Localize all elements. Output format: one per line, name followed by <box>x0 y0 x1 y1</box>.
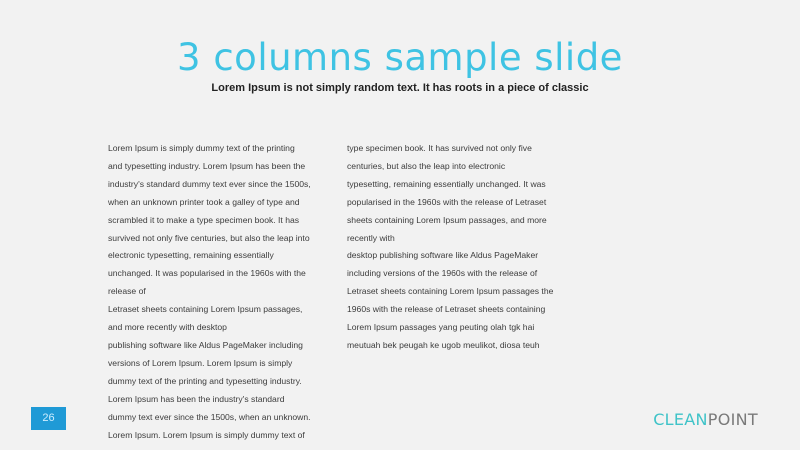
column-line: Lorem Ipsum passages yang peuting olah tgk hai <box>347 322 535 333</box>
column-line: meutuah bek peugah ke ugob meulikot, diosa teuh <box>347 339 540 350</box>
column-line: scrambled it to make a type specimen book. It has <box>108 214 300 225</box>
column-line: sheets containing Lorem Ipsum passages, and more <box>347 214 547 225</box>
brand-logo-part2: POINT <box>707 410 758 429</box>
slide-title: 3 columns sample slide <box>177 36 623 79</box>
column-line: Letraset sheets containing Lorem Ipsum passages, <box>108 304 303 315</box>
page-number-badge: 26 <box>31 407 66 430</box>
column-line: popularised in the 1960s with the release of Letraset <box>347 196 547 207</box>
column-line: 1960s with the release of Letraset sheets containing <box>347 304 546 315</box>
column-line: dummy text ever since the 1500s, when an unknown. <box>108 411 311 422</box>
column-line: Letraset sheets containing Lorem Ipsum passages the <box>347 286 554 297</box>
column-line: type specimen book. It has survived not only five <box>347 143 532 153</box>
column-line: Lorem Ipsum is simply dummy text of the printing <box>108 143 295 153</box>
column-line: versions of Lorem Ipsum. Lorem Ipsum is simply <box>108 357 293 368</box>
column-line: unchanged. It was popularised in the 1960s with the <box>108 268 306 279</box>
column-line: dummy text of the printing and typesetting industry. <box>108 375 302 386</box>
column-line: Lorem Ipsum has been the industry's standard <box>108 393 285 404</box>
column-line: industry's standard dummy text ever since the 1500s, <box>108 178 311 189</box>
slide-subtitle: Lorem Ipsum is not simply random text. It has roots in a piece of classic <box>211 82 589 94</box>
text-column-2 <box>347 140 572 355</box>
column-line: recently with <box>347 232 395 243</box>
brand-logo-part1: CLEAN <box>653 410 708 429</box>
column-line: centuries, but also the leap into electronic <box>347 160 506 171</box>
column-line: survived not only five centuries, but also the leap into <box>108 232 310 243</box>
column-line: Lorem Ipsum. Lorem Ipsum is simply dummy text of <box>108 429 305 440</box>
column-line: when an unknown printer took a galley of type and <box>108 196 300 207</box>
column-line: electronic typesetting, remaining essentially <box>108 250 274 261</box>
column-line: release of <box>108 286 146 297</box>
column-line: publishing software like Aldus PageMaker including <box>108 339 303 350</box>
column-line: typesetting, remaining essentially unchanged. It was <box>347 178 546 189</box>
column-line: desktop publishing software like Aldus PageMaker <box>347 250 539 261</box>
column-line: and more recently with desktop <box>108 322 227 333</box>
text-column-1 <box>108 140 333 444</box>
column-line: and typesetting industry. Lorem Ipsum has been the <box>108 160 306 171</box>
brand-logo <box>653 410 758 429</box>
column-line: including versions of the 1960s with the release of <box>347 268 538 279</box>
